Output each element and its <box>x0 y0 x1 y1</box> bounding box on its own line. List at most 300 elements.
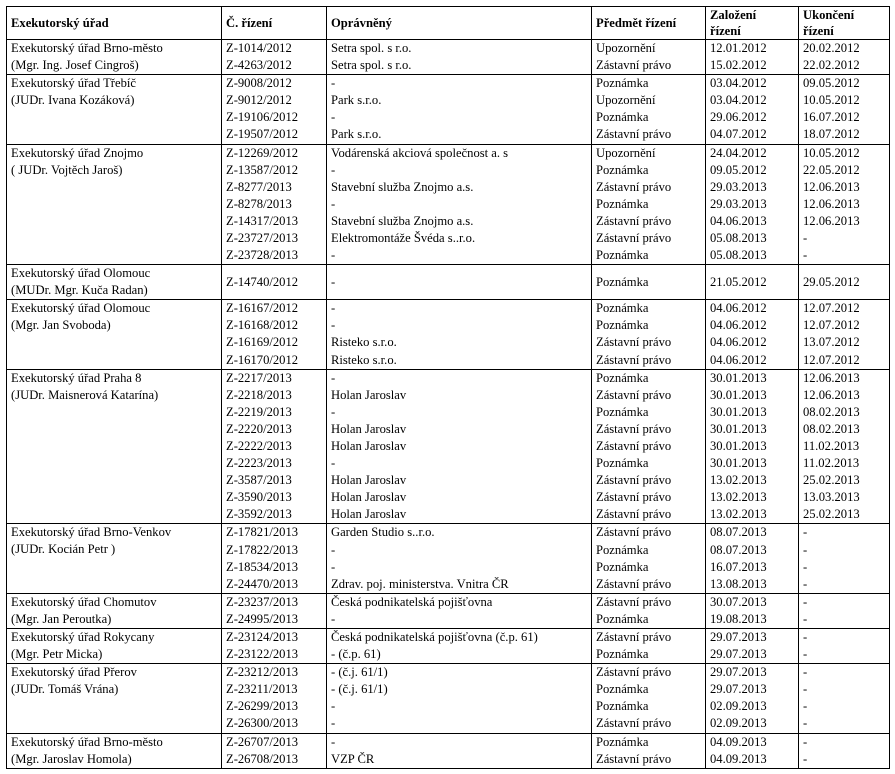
ended-value: 10.05.2012 <box>803 145 860 160</box>
number-cell <box>222 40 327 75</box>
executor-name: (Mgr. Jan Svoboda) <box>11 318 111 333</box>
office-name: Exekutorský úřad Olomouc <box>11 301 151 316</box>
founded-value: 13.02.2013 <box>710 473 767 488</box>
entitled-value: - <box>331 162 336 177</box>
subject-cell <box>592 524 706 593</box>
entitled-value: - <box>331 559 336 574</box>
founded-value: 30.01.2013 <box>710 387 767 402</box>
number-cell <box>222 265 327 300</box>
number-value: Z-23124/2013 <box>226 630 299 644</box>
founded-value: 30.01.2013 <box>710 456 767 471</box>
founded-value: 15.02.2012 <box>710 58 767 73</box>
entitled-value: - <box>331 301 336 316</box>
number-value: Z-24995/2013 <box>226 611 299 626</box>
founded-value: 05.08.2013 <box>710 231 767 246</box>
ended-cell <box>799 593 890 628</box>
founded-value: 29.07.2013 <box>710 682 767 697</box>
office-name: Exekutorský úřad Brno-Venkov <box>11 525 172 540</box>
founded-value: 29.03.2013 <box>710 179 767 194</box>
header-subject: Předmět řízení <box>592 7 706 40</box>
office-name: Exekutorský úřad Přerov <box>11 665 137 680</box>
header-entitled: Oprávněný <box>327 7 592 40</box>
subject-cell <box>592 629 706 664</box>
founded-cell <box>706 629 799 664</box>
entitled-cell <box>327 75 592 144</box>
subject-value: Zástavní právo <box>596 58 672 73</box>
office-name: Exekutorský úřad Chomutov <box>11 594 157 609</box>
number-value: Z-18534/2013 <box>226 559 299 574</box>
ended-value: 12.07.2012 <box>803 352 860 367</box>
subject-value: Poznámka <box>596 647 649 662</box>
founded-value: 04.06.2012 <box>710 352 767 367</box>
number-value: Z-26299/2013 <box>226 699 299 714</box>
subject-value: Poznámka <box>596 456 649 471</box>
executor-name: (JUDr. Ivana Kozáková) <box>11 93 135 108</box>
entitled-cell <box>327 300 592 369</box>
number-value: Z-23212/2013 <box>226 665 299 680</box>
ended-cell <box>799 733 890 768</box>
header-office: Exekutorský úřad <box>7 7 222 40</box>
founded-value: 30.01.2013 <box>710 421 767 436</box>
office-cell <box>7 144 222 265</box>
office-cell <box>7 300 222 369</box>
executor-name: (Mgr. Petr Micka) <box>11 647 103 661</box>
founded-cell <box>706 40 799 75</box>
subject-cell <box>592 733 706 768</box>
subject-value: Zástavní právo <box>596 179 672 194</box>
number-cell <box>222 144 327 265</box>
founded-value: 29.03.2013 <box>710 196 767 211</box>
subject-cell <box>592 593 706 628</box>
founded-value: 30.01.2013 <box>710 404 767 419</box>
entitled-value: Garden Studio s..r.o. <box>331 525 435 540</box>
subject-value: Zástavní právo <box>596 231 672 246</box>
subject-cell <box>592 75 706 144</box>
subject-value: Zástavní právo <box>596 438 672 453</box>
founded-value: 04.07.2012 <box>710 127 767 142</box>
ended-value: 10.05.2012 <box>803 93 860 108</box>
number-value: Z-23727/2013 <box>226 231 299 246</box>
entitled-value: - <box>331 456 336 471</box>
number-cell <box>222 300 327 369</box>
entitled-value: - <box>331 248 336 263</box>
number-value: Z-2219/2013 <box>226 404 292 419</box>
subject-value: Poznámka <box>596 196 649 211</box>
number-value: Z-9008/2012 <box>226 76 292 91</box>
office-cell <box>7 369 222 524</box>
number-value: Z-8277/2013 <box>226 179 292 194</box>
number-value: Z-3587/2013 <box>226 473 292 488</box>
ended-value: 12.06.2013 <box>803 196 860 211</box>
founded-cell <box>706 144 799 265</box>
subject-value: Zástavní právo <box>596 630 672 644</box>
entitled-value: - <box>331 716 336 731</box>
executor-name: (Mgr. Jaroslav Homola) <box>11 751 132 766</box>
number-value: Z-23211/2013 <box>226 682 298 697</box>
number-value: Z-13587/2012 <box>226 162 299 177</box>
founded-cell <box>706 524 799 593</box>
ended-value: 09.05.2012 <box>803 76 860 91</box>
entitled-value: Česká podnikatelská pojišťovna <box>331 594 493 609</box>
subject-value: Zástavní právo <box>596 352 672 367</box>
founded-cell <box>706 664 799 733</box>
executor-name: ( JUDr. Vojtěch Jaroš) <box>11 162 123 177</box>
founded-value: 04.06.2012 <box>710 318 767 333</box>
number-value: Z-24470/2013 <box>226 576 299 591</box>
ended-value: 13.03.2013 <box>803 490 860 505</box>
ended-value: 20.02.2012 <box>803 41 860 55</box>
founded-value: 29.07.2013 <box>710 647 767 662</box>
entitled-value: - (č.j. 61/1) <box>331 665 388 680</box>
table-row <box>7 75 890 144</box>
ended-value: - <box>803 248 808 263</box>
subject-value: Poznámka <box>596 370 649 385</box>
ended-value: 22.05.2012 <box>803 162 860 177</box>
founded-value: 29.06.2012 <box>710 110 767 125</box>
ended-value: 08.02.2013 <box>803 404 860 419</box>
entitled-cell <box>327 593 592 628</box>
entitled-value: Holan Jaroslav <box>331 421 407 436</box>
entitled-value: Holan Jaroslav <box>331 438 407 453</box>
founded-cell <box>706 593 799 628</box>
ended-value: 12.06.2013 <box>803 387 860 402</box>
founded-value: 02.09.2013 <box>710 716 767 731</box>
number-value: Z-8278/2013 <box>226 196 292 211</box>
founded-value: 16.07.2013 <box>710 559 767 574</box>
subject-value: Poznámka <box>596 301 649 316</box>
number-value: Z-16168/2012 <box>226 318 299 333</box>
entitled-cell <box>327 144 592 265</box>
table-row <box>7 733 890 768</box>
entitled-value: - (č.j. 61/1) <box>331 682 388 697</box>
subject-value: Zástavní právo <box>596 127 672 142</box>
office-cell <box>7 593 222 628</box>
number-cell <box>222 733 327 768</box>
number-value: Z-2220/2013 <box>226 421 292 436</box>
ended-value: - <box>803 231 808 246</box>
entitled-value: Česká podnikatelská pojišťovna (č.p. 61) <box>331 630 538 644</box>
ended-value: - <box>803 525 808 540</box>
number-value: Z-23237/2013 <box>226 594 299 609</box>
founded-value: 04.09.2013 <box>710 734 767 749</box>
ended-cell <box>799 265 890 300</box>
number-value: Z-26300/2013 <box>226 716 299 731</box>
number-cell <box>222 75 327 144</box>
subject-value: Poznámka <box>596 611 649 626</box>
ended-value: 25.02.2013 <box>803 507 860 522</box>
subject-value: Zástavní právo <box>596 421 672 436</box>
office-name: Exekutorský úřad Olomouc <box>11 266 151 281</box>
founded-cell <box>706 75 799 144</box>
subject-value: Zástavní právo <box>596 594 672 609</box>
ended-cell <box>799 664 890 733</box>
number-value: Z-1014/2012 <box>226 41 292 55</box>
table-row <box>7 593 890 628</box>
subject-value: Upozornění <box>596 145 656 160</box>
entitled-value: Setra spol. s r.o. <box>331 41 412 55</box>
subject-cell <box>592 664 706 733</box>
founded-value: 04.09.2013 <box>710 751 767 766</box>
subject-value: Poznámka <box>596 318 649 333</box>
founded-value: 08.07.2013 <box>710 525 767 540</box>
executor-name: (Mgr. Ing. Josef Cingroš) <box>11 58 139 72</box>
number-value: Z-14740/2012 <box>226 274 299 289</box>
table-row <box>7 40 890 75</box>
subject-cell <box>592 369 706 524</box>
entitled-value: VZP ČR <box>331 751 375 766</box>
number-value: Z-26707/2013 <box>226 734 299 749</box>
ended-cell <box>799 40 890 75</box>
founded-value: 08.07.2013 <box>710 542 767 557</box>
subject-value: Poznámka <box>596 110 649 125</box>
entitled-value: - <box>331 274 336 289</box>
number-cell <box>222 524 327 593</box>
table-body <box>7 40 890 769</box>
entitled-value: Elektromontáže Švéda s..r.o. <box>331 231 476 246</box>
header-ended: Ukončení řízení <box>799 7 890 40</box>
founded-value: 05.08.2013 <box>710 248 767 263</box>
entitled-value: Park s.r.o. <box>331 93 382 108</box>
subject-value: Poznámka <box>596 682 649 697</box>
ended-value: - <box>803 630 808 644</box>
entitled-value: Holan Jaroslav <box>331 387 407 402</box>
office-name: Exekutorský úřad Znojmo <box>11 145 144 160</box>
ended-value: - <box>803 611 808 626</box>
number-cell <box>222 593 327 628</box>
entitled-cell <box>327 265 592 300</box>
number-value: Z-4263/2012 <box>226 58 292 73</box>
entitled-value: Vodárenská akciová společnost a. s <box>331 145 509 160</box>
founded-value: 21.05.2012 <box>710 274 767 289</box>
subject-value: Upozornění <box>596 41 656 55</box>
founded-cell <box>706 300 799 369</box>
ended-value: 18.07.2012 <box>803 127 860 142</box>
subject-value: Zástavní právo <box>596 576 672 591</box>
subject-value: Zástavní právo <box>596 716 672 731</box>
founded-value: 12.01.2012 <box>710 41 767 55</box>
ended-value: - <box>803 734 808 749</box>
executor-name: (Mgr. Jan Peroutka) <box>11 611 112 626</box>
subject-value: Zástavní právo <box>596 490 672 505</box>
table-row <box>7 369 890 524</box>
ended-value: 25.02.2013 <box>803 473 860 488</box>
subject-value: Poznámka <box>596 734 649 749</box>
founded-value: 19.08.2013 <box>710 611 767 626</box>
table-row <box>7 664 890 733</box>
ended-value: 29.05.2012 <box>803 274 860 289</box>
executor-name: (JUDr. Tomáš Vrána) <box>11 682 119 697</box>
subject-value: Zástavní právo <box>596 507 672 522</box>
ended-cell <box>799 300 890 369</box>
subject-value: Poznámka <box>596 542 649 557</box>
founded-value: 03.04.2012 <box>710 76 767 91</box>
founded-value: 13.08.2013 <box>710 576 767 591</box>
ended-value: - <box>803 751 808 766</box>
entitled-value: - <box>331 318 336 333</box>
executor-name: (MUDr. Mgr. Kuča Radan) <box>11 283 148 298</box>
number-value: Z-12269/2012 <box>226 145 299 160</box>
founded-value: 13.02.2013 <box>710 490 767 505</box>
entitled-value: Stavební služba Znojmo a.s. <box>331 179 474 194</box>
subject-cell <box>592 144 706 265</box>
number-value: Z-2217/2013 <box>226 370 292 385</box>
subject-value: Zástavní právo <box>596 213 672 228</box>
subject-value: Zástavní právo <box>596 473 672 488</box>
number-value: Z-2222/2013 <box>226 438 292 453</box>
subject-value: Zástavní právo <box>596 525 672 540</box>
number-value: Z-9012/2012 <box>226 93 292 108</box>
entitled-value: Setra spol. s r.o. <box>331 58 412 73</box>
ended-cell <box>799 629 890 664</box>
table-row <box>7 524 890 593</box>
entitled-value: - <box>331 76 336 91</box>
office-cell <box>7 664 222 733</box>
office-name: Exekutorský úřad Praha 8 <box>11 370 142 385</box>
office-cell <box>7 265 222 300</box>
ended-value: 12.06.2013 <box>803 179 860 194</box>
number-value: Z-3592/2013 <box>226 507 292 522</box>
entitled-cell <box>327 369 592 524</box>
number-cell <box>222 369 327 524</box>
ended-value: 13.07.2012 <box>803 335 860 350</box>
entitled-cell <box>327 733 592 768</box>
ended-value: 12.06.2013 <box>803 213 860 228</box>
table-header <box>7 7 890 40</box>
entitled-value: Holan Jaroslav <box>331 490 407 505</box>
subject-value: Poznámka <box>596 404 649 419</box>
ended-value: - <box>803 542 808 557</box>
founded-cell <box>706 369 799 524</box>
subject-value: Zástavní právo <box>596 387 672 402</box>
subject-cell <box>592 40 706 75</box>
office-name: Exekutorský úřad Brno-město <box>11 41 163 55</box>
ended-cell <box>799 144 890 265</box>
founded-value: 29.07.2013 <box>710 630 767 644</box>
entitled-value: Holan Jaroslav <box>331 507 407 522</box>
ended-value: - <box>803 576 808 591</box>
entitled-value: - <box>331 611 336 626</box>
number-value: Z-19106/2012 <box>226 110 299 125</box>
number-value: Z-16170/2012 <box>226 352 299 367</box>
founded-value: 02.09.2013 <box>710 699 767 714</box>
entitled-value: - <box>331 542 336 557</box>
entitled-cell <box>327 40 592 75</box>
header-row <box>7 7 890 40</box>
office-name: Exekutorský úřad Rokycany <box>11 630 155 644</box>
entitled-value: Risteko s.r.o. <box>331 335 397 350</box>
ended-value: 11.02.2013 <box>803 438 860 453</box>
office-cell <box>7 733 222 768</box>
subject-value: Poznámka <box>596 274 649 289</box>
founded-value: 30.01.2013 <box>710 438 767 453</box>
ended-cell <box>799 369 890 524</box>
executor-name: (JUDr. Maisnerová Katarína) <box>11 387 159 402</box>
entitled-value: Stavební služba Znojmo a.s. <box>331 213 474 228</box>
entitled-value: Park s.r.o. <box>331 127 382 142</box>
founded-value: 03.04.2012 <box>710 93 767 108</box>
founded-value: 13.02.2013 <box>710 507 767 522</box>
entitled-value: - <box>331 110 336 125</box>
header-founded: Založení řízení <box>706 7 799 40</box>
subject-value: Poznámka <box>596 76 649 91</box>
founded-value: 04.06.2012 <box>710 335 767 350</box>
entitled-value: Risteko s.r.o. <box>331 352 397 367</box>
ended-value: 16.07.2012 <box>803 110 860 125</box>
founded-value: 04.06.2013 <box>710 213 767 228</box>
ended-cell <box>799 524 890 593</box>
number-cell <box>222 664 327 733</box>
entitled-cell <box>327 629 592 664</box>
entitled-value: - <box>331 370 336 385</box>
entitled-value: - <box>331 734 336 749</box>
office-cell <box>7 40 222 75</box>
subject-cell <box>592 300 706 369</box>
entitled-value: - <box>331 404 336 419</box>
founded-value: 29.07.2013 <box>710 665 767 680</box>
ended-value: - <box>803 594 808 609</box>
subject-value: Upozornění <box>596 93 656 108</box>
office-name: Exekutorský úřad Brno-město <box>11 734 163 749</box>
subject-cell <box>592 265 706 300</box>
table-row <box>7 265 890 300</box>
entitled-value: - (č.p. 61) <box>331 647 381 662</box>
subject-value: Poznámka <box>596 699 649 714</box>
table-row <box>7 629 890 664</box>
number-value: Z-26708/2013 <box>226 751 299 766</box>
number-value: Z-23122/2013 <box>226 647 299 662</box>
office-cell <box>7 629 222 664</box>
entitled-value: Zdrav. poj. ministerstva. Vnitra ČR <box>331 576 509 591</box>
subject-value: Poznámka <box>596 162 649 177</box>
number-value: Z-17822/2013 <box>226 542 299 557</box>
ended-value: 12.06.2013 <box>803 370 860 385</box>
ended-value: - <box>803 682 808 697</box>
number-cell <box>222 629 327 664</box>
office-cell <box>7 524 222 593</box>
entitled-value: - <box>331 196 336 211</box>
subject-value: Poznámka <box>596 559 649 574</box>
founded-value: 09.05.2012 <box>710 162 767 177</box>
number-value: Z-16167/2012 <box>226 301 299 316</box>
table-row <box>7 300 890 369</box>
subject-value: Zástavní právo <box>596 665 672 680</box>
ended-value: - <box>803 647 808 662</box>
table-row <box>7 144 890 265</box>
number-value: Z-19507/2012 <box>226 127 299 142</box>
ended-value: 08.02.2013 <box>803 421 860 436</box>
entitled-value: Holan Jaroslav <box>331 473 407 488</box>
ended-value: - <box>803 559 808 574</box>
founded-value: 24.04.2012 <box>710 145 767 160</box>
enforcement-proceedings-table <box>6 6 890 769</box>
entitled-value: - <box>331 699 336 714</box>
number-value: Z-2218/2013 <box>226 387 292 402</box>
entitled-cell <box>327 664 592 733</box>
number-value: Z-14317/2013 <box>226 213 299 228</box>
ended-value: - <box>803 699 808 714</box>
subject-value: Zástavní právo <box>596 751 672 766</box>
founded-cell <box>706 733 799 768</box>
founded-value: 04.06.2012 <box>710 301 767 316</box>
ended-value: 11.02.2013 <box>803 456 860 471</box>
header-number: Č. řízení <box>222 7 327 40</box>
number-value: Z-23728/2013 <box>226 248 299 263</box>
number-value: Z-2223/2013 <box>226 456 292 471</box>
ended-value: 22.02.2012 <box>803 58 860 73</box>
subject-value: Zástavní právo <box>596 335 672 350</box>
ended-value: - <box>803 665 808 680</box>
number-value: Z-3590/2013 <box>226 490 292 505</box>
